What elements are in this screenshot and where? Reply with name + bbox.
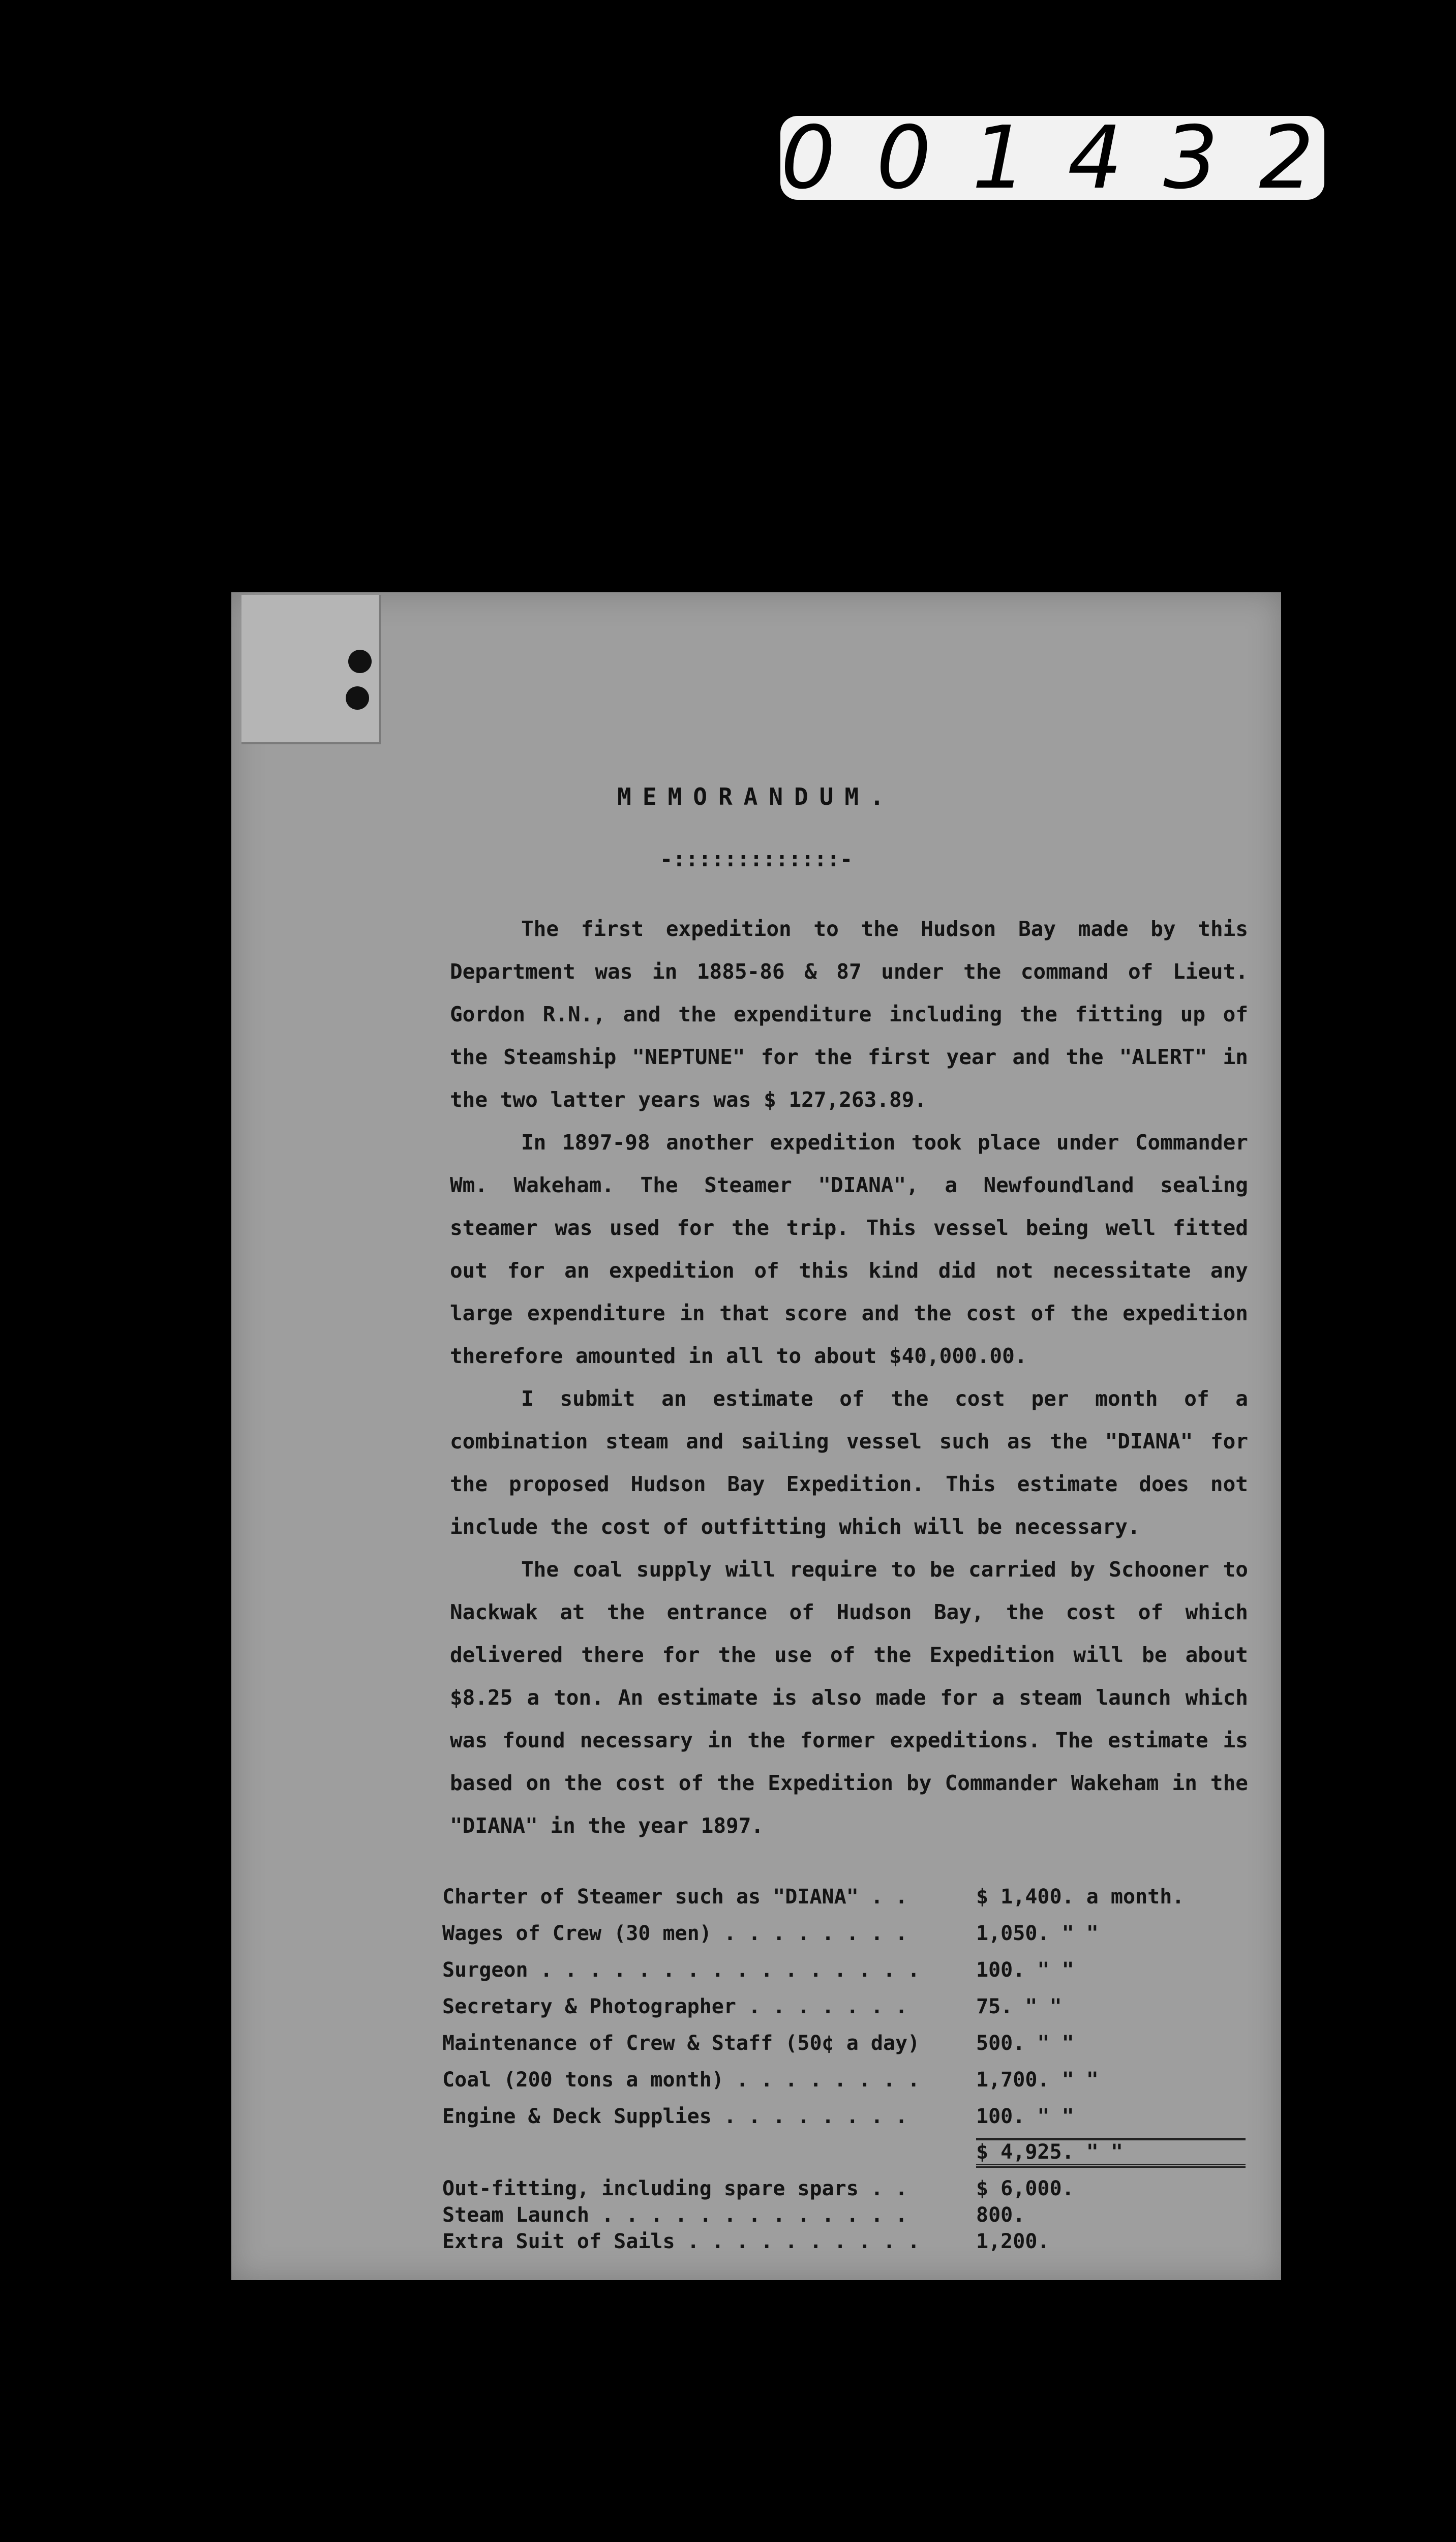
cost-label: Charter of Steamer such as "DIANA" . .	[442, 1885, 908, 1909]
cost-label: Extra Suit of Sails . . . . . . . . . .	[442, 2230, 920, 2253]
frame-number: 001432	[780, 107, 1355, 208]
punch-hole-icon	[346, 686, 369, 710]
paragraph-estimate: I submit an estimate of the cost per month of a combination steam and sailing vessel such as the "DIANA" for the proposed Hudson Bay Expedition. This estimate does not include the cost of outfitting which will be necessary.	[450, 1386, 1248, 1539]
cost-row	[442, 1879, 1246, 1915]
cost-amount: 1,700. " "	[976, 2068, 1099, 2092]
cost-row	[442, 2062, 1246, 2098]
cost-amount: 1,200.	[976, 2230, 1050, 2253]
cost-label: Coal (200 tons a month) . . . . . . . .	[442, 2068, 920, 2092]
cost-label: Steam Launch . . . . . . . . . . . . .	[442, 2203, 908, 2227]
cost-label: Wages of Crew (30 men) . . . . . . . .	[442, 1922, 908, 1945]
extra-cost-row	[442, 2202, 1246, 2228]
memo-divider: -:::::::::::::-	[659, 846, 853, 871]
cost-table	[442, 1879, 1246, 2255]
cost-amount: 75. " "	[976, 1995, 1062, 2018]
paragraph-second-expedition: In 1897-98 another expedition took place under Commander Wm. Wakeham. The Steamer "DIANA", a Newfoundland sealing steamer was used for the trip. This vessel being well fitted out for an expedition of this kind did not necessitate any large expenditure in that score and the cost of the expedition therefore amounted in all to about $40,000.00.	[450, 1130, 1248, 1368]
cost-amount: 500. " "	[976, 2032, 1074, 2055]
cost-row	[442, 1952, 1246, 1988]
memo-title: MEMORANDUM.	[617, 783, 895, 810]
cost-label: Maintenance of Crew & Staff (50¢ a day)	[442, 2032, 920, 2055]
cost-label: Secretary & Photographer . . . . . . .	[442, 1995, 908, 2018]
cost-label: Out-fitting, including spare spars . .	[442, 2177, 908, 2200]
memo-page	[231, 592, 1281, 2280]
paper-corner-flap	[241, 595, 381, 744]
cost-row	[442, 2025, 1246, 2062]
cost-amount: 100. " "	[976, 1958, 1074, 1982]
cost-amount: $ 1,400. a month.	[976, 1885, 1185, 1909]
cost-total-row	[442, 2135, 1246, 2170]
extra-cost-row	[442, 2228, 1246, 2255]
paragraph-coal-supply: The coal supply will require to be carried by Schooner to Nackwak at the entrance of Hudson Bay, the cost of which delivered there for the use of the Expedition will be about $8.25 a ton. An estimate is also made for a steam launch which was found necessary in the former expeditions. The estimate is based on the cost of the Expedition by Commander Wakeham in the "DIANA" in the year 1897.	[450, 1557, 1248, 1838]
cost-row	[442, 2098, 1246, 2135]
cost-amount: 1,050. " "	[976, 1922, 1099, 1945]
extra-cost-row	[442, 2175, 1246, 2202]
cost-row	[442, 1988, 1246, 2025]
punch-hole-icon	[348, 650, 372, 673]
cost-row	[442, 1915, 1246, 1952]
memo-body	[450, 907, 1248, 1847]
extra-costs	[442, 2175, 1246, 2255]
cost-amount: 100. " "	[976, 2105, 1074, 2128]
cost-label: Engine & Deck Supplies . . . . . . . .	[442, 2105, 908, 2128]
cost-total: $ 4,925. " "	[976, 2138, 1246, 2168]
cost-label: Surgeon . . . . . . . . . . . . . . . .	[442, 1958, 920, 1982]
cost-amount: 800.	[976, 2203, 1025, 2227]
paragraph-first-expedition: The first expedition to the Hudson Bay made by this Department was in 1885-86 & 87 under the command of Lieut. Gordon R.N., and the expenditure including the fitting up of the Steamship "NEPTUNE" for the first year and the "ALERT" in the two latter years was $ 127,263.89.	[450, 917, 1248, 1112]
cost-amount: $ 6,000.	[976, 2177, 1074, 2200]
